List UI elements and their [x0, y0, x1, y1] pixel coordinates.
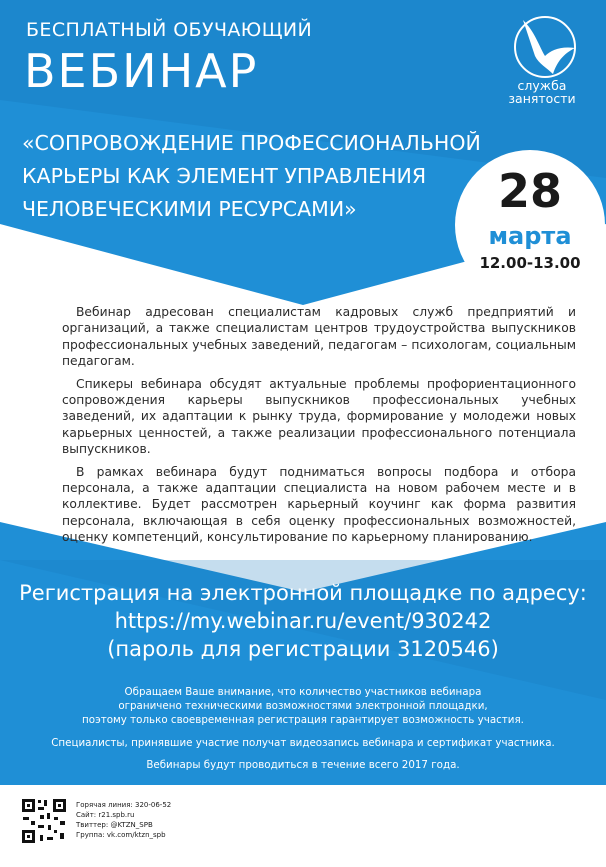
bird-wing-icon	[505, 12, 585, 82]
logo-line-1: служба	[517, 78, 567, 93]
certificate-note: Специалисты, принявшие участие получат видеозапись вебинара и сертификат участника.	[51, 737, 555, 749]
description-paragraph-2: Спикеры вебинара обсудят актуальные проблемы профориентационного сопровождения карьеры выпускников профессиональных учебных заведений, их адаптации к рынку труда, формирование у молодежи новых карьерных ценностей, а также реализации профессионального потенциала выпускников.	[62, 376, 576, 457]
site-link[interactable]: Сайт: r21.spb.ru	[76, 811, 135, 819]
date-time: 12.00-13.00	[479, 254, 581, 272]
topic-line-3: ЧЕЛОВЕЧЕСКИМИ РЕСУРСАМИ»	[22, 197, 357, 221]
date-day: 28	[497, 164, 562, 218]
attention-note-line-3: поэтому только своевременная регистрация гарантирует возможность участия.	[82, 714, 524, 726]
registration-url[interactable]: https://my.webinar.ru/event/930242	[114, 609, 492, 633]
registration-password: (пароль для регистрации 3120546)	[107, 637, 499, 661]
topic-line-2: КАРЬЕРЫ КАК ЭЛЕМЕНТ УПРАВЛЕНИЯ	[22, 164, 427, 188]
topic-line-1: «СОПРОВОЖДЕНИЕ ПРОФЕССИОНАЛЬНОЙ	[22, 131, 481, 155]
date-month: марта	[488, 222, 572, 250]
logo-line-2: занятости	[508, 91, 576, 106]
webinar-topic	[22, 127, 481, 226]
contacts-block	[76, 800, 171, 840]
schedule-note: Вебинары будут проводиться в течение всего 2017 года.	[146, 759, 460, 771]
description-paragraph-3: В рамках вебинара будут подниматься вопросы подбора и отбора персонала, а также адаптации специалиста на новом рабочем месте и в коллективе. Будет рассмотрен карьерный коучинг как форма развития персонала, включающая в себя оценку профессиональных возможностей, оценку компетенций, консультирование по карьерному планированию.	[62, 464, 576, 545]
vk-group-link[interactable]: Группа: vk.com/ktzn_spb	[76, 831, 166, 839]
registration-heading: Регистрация на электронной площадке по адресу:	[19, 581, 587, 605]
attention-note-line-2: ограничено техническими возможностями электронной площадки,	[118, 700, 488, 712]
hotline: Горячая линия: 320-06-52	[76, 801, 172, 809]
twitter-link[interactable]: Твиттер: @KTZN_SPB	[76, 821, 153, 829]
webinar-title: ВЕБИНАР	[24, 44, 259, 98]
logo-caption	[490, 79, 594, 105]
qr-code-icon[interactable]	[20, 797, 68, 845]
description-text	[62, 304, 576, 552]
description-paragraph-1: Вебинар адресован специалистам кадровых служб предприятий и организаций, а также специалистам центров трудоустройства выпускников профессиональных учебных заведений, педагогам – психологам, социальным педагогам.	[62, 305, 576, 369]
attention-note-line-1: Обращаем Ваше внимание, что количество участников вебинара	[124, 686, 482, 698]
webinar-subtitle: БЕСПЛАТНЫЙ ОБУЧАЮЩИЙ	[26, 19, 313, 41]
